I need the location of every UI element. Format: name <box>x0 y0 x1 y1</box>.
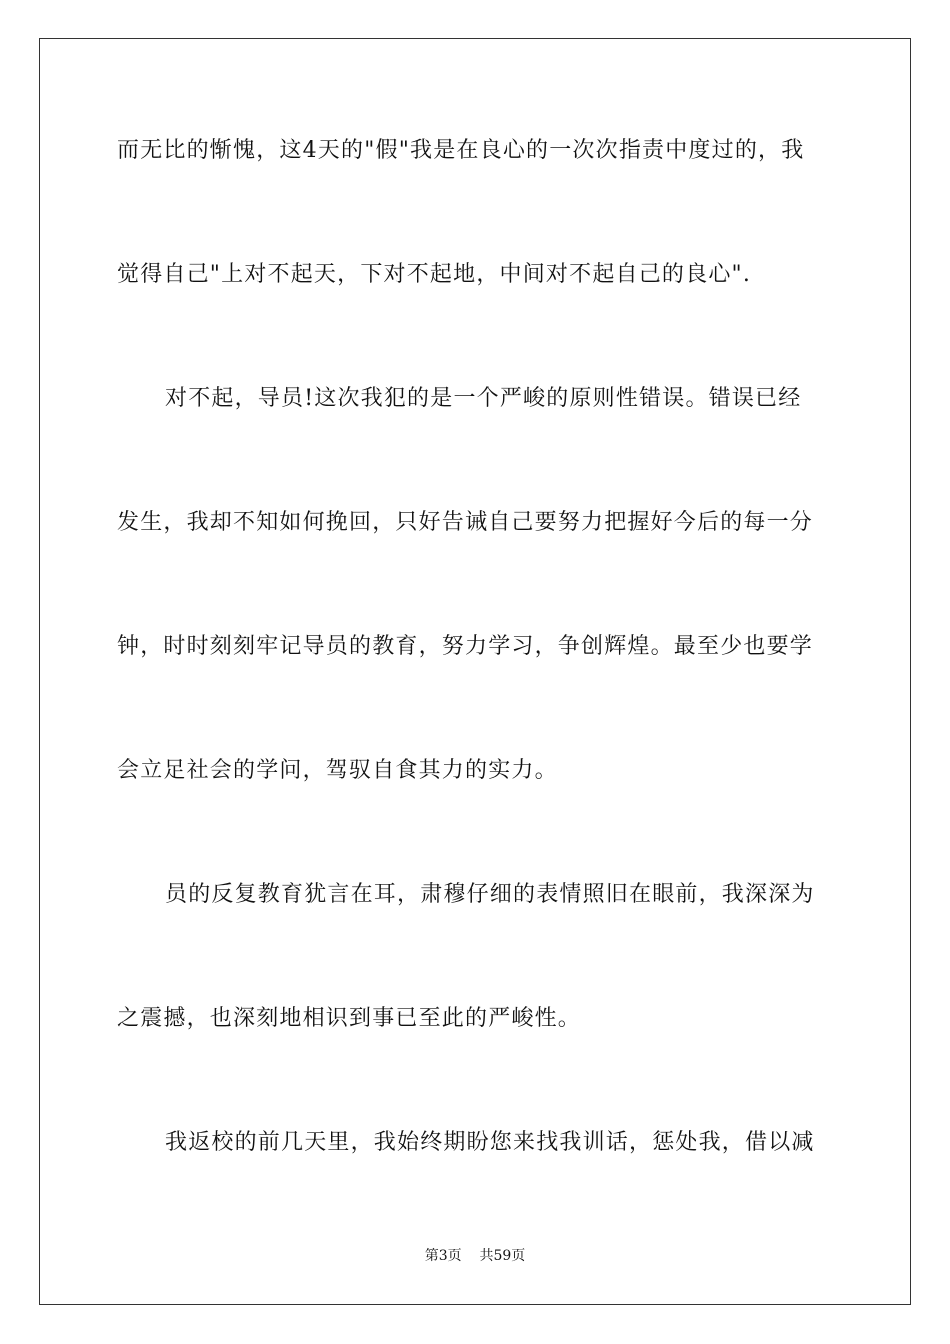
paragraph-start-line: 员的反复教育犹言在耳，肃穆仔细的表情照旧在眼前，我深深为 <box>165 882 815 907</box>
body-text-line: 觉得自己"上对不起天，下对不起地，中间对不起自己的良心". <box>117 262 752 287</box>
total-pages: 共59页 <box>479 1248 526 1264</box>
body-text-line: 而无比的惭愧，这4天的"假"我是在良心的一次次指责中度过的，我 <box>117 138 805 163</box>
body-text-line: 之震撼，也深刻地相识到事已至此的严峻性。 <box>117 1006 582 1031</box>
paragraph-start-line: 对不起，导员!这次我犯的是一个严峻的原则性错误。错误已经 <box>165 386 802 411</box>
body-text-line: 钟，时时刻刻牢记导员的教育，努力学习，争创辉煌。最至少也要学 <box>117 634 814 659</box>
page-border <box>39 38 911 1305</box>
page-number: 第3页 <box>424 1248 462 1264</box>
body-text-line: 会立足社会的学问，驾驭自食其力的实力。 <box>117 758 558 783</box>
paragraph-start-line: 我返校的前几天里，我始终期盼您来找我训话，惩处我，借以减 <box>165 1130 815 1155</box>
page-footer <box>0 1247 950 1265</box>
body-text-line: 发生，我却不知如何挽回，只好告诫自己要努力把握好今后的每一分 <box>117 510 814 535</box>
